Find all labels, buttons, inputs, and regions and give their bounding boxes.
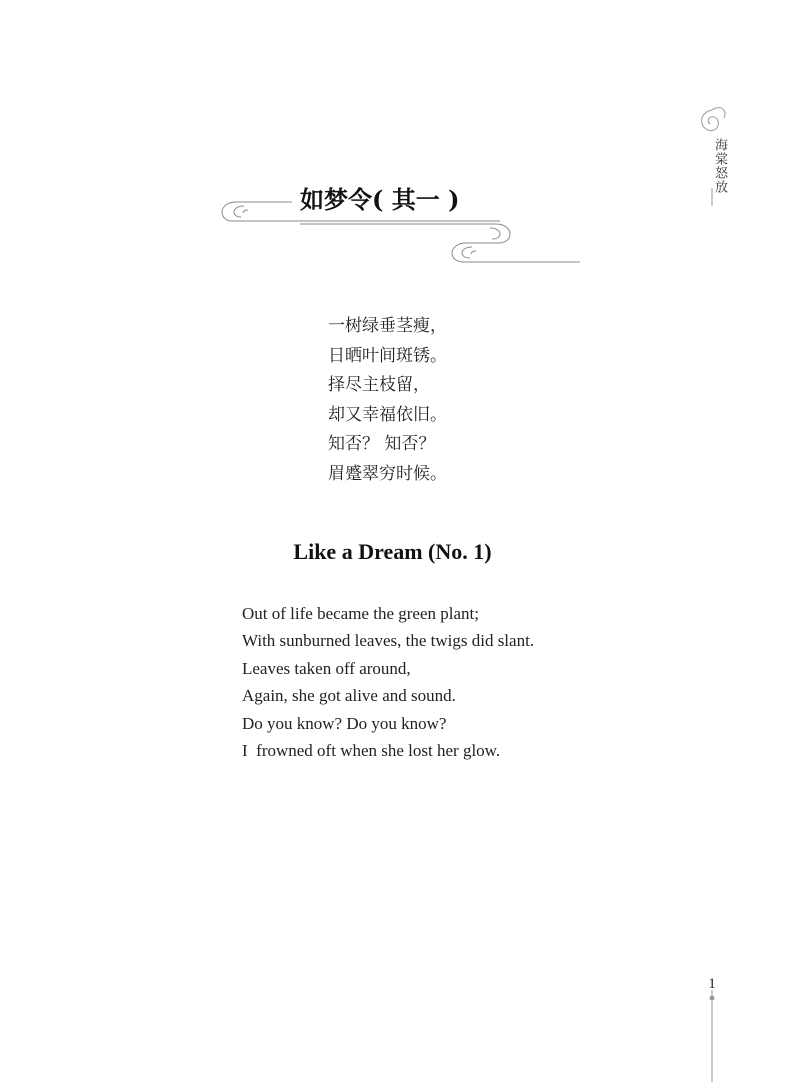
english-poem-line: Out of life became the green plant; xyxy=(242,604,479,623)
english-poem-line: I frowned oft when she lost her glow. xyxy=(242,740,501,760)
english-poem-line: Leaves taken off around, xyxy=(242,658,411,678)
chinese-poem-line: 知否？ 知否？ xyxy=(328,434,436,454)
title-ornament-lower xyxy=(300,224,580,262)
english-poem-line: With sunburned leaves, the twigs did slant. xyxy=(242,631,535,651)
english-poem-line: Do you know? Do you know? xyxy=(242,713,447,733)
chinese-poem-line: 择尽主枝留， xyxy=(328,375,430,395)
chinese-poem-title: 如梦令( 其一 ) xyxy=(300,185,460,214)
page-number: 1 xyxy=(708,976,716,992)
chinese-poem-line: 眉蹙翠穷时候。 xyxy=(328,463,447,484)
chinese-poem-line: 一树绿垂茎瘦， xyxy=(328,316,447,336)
english-poem-line: Again, she got alive and sound. xyxy=(242,686,456,706)
english-poem-title: Like a Dream (No. 1) xyxy=(293,539,492,564)
running-header-book-title: 海棠怒放 xyxy=(712,138,727,194)
chinese-poem-body xyxy=(328,312,447,489)
chinese-poem-line: 却又幸福依旧。 xyxy=(328,404,447,425)
english-poem-body xyxy=(242,600,534,764)
chinese-poem-line: 日晒叶间斑锈。 xyxy=(328,345,447,366)
right-margin-rule xyxy=(702,108,725,1082)
